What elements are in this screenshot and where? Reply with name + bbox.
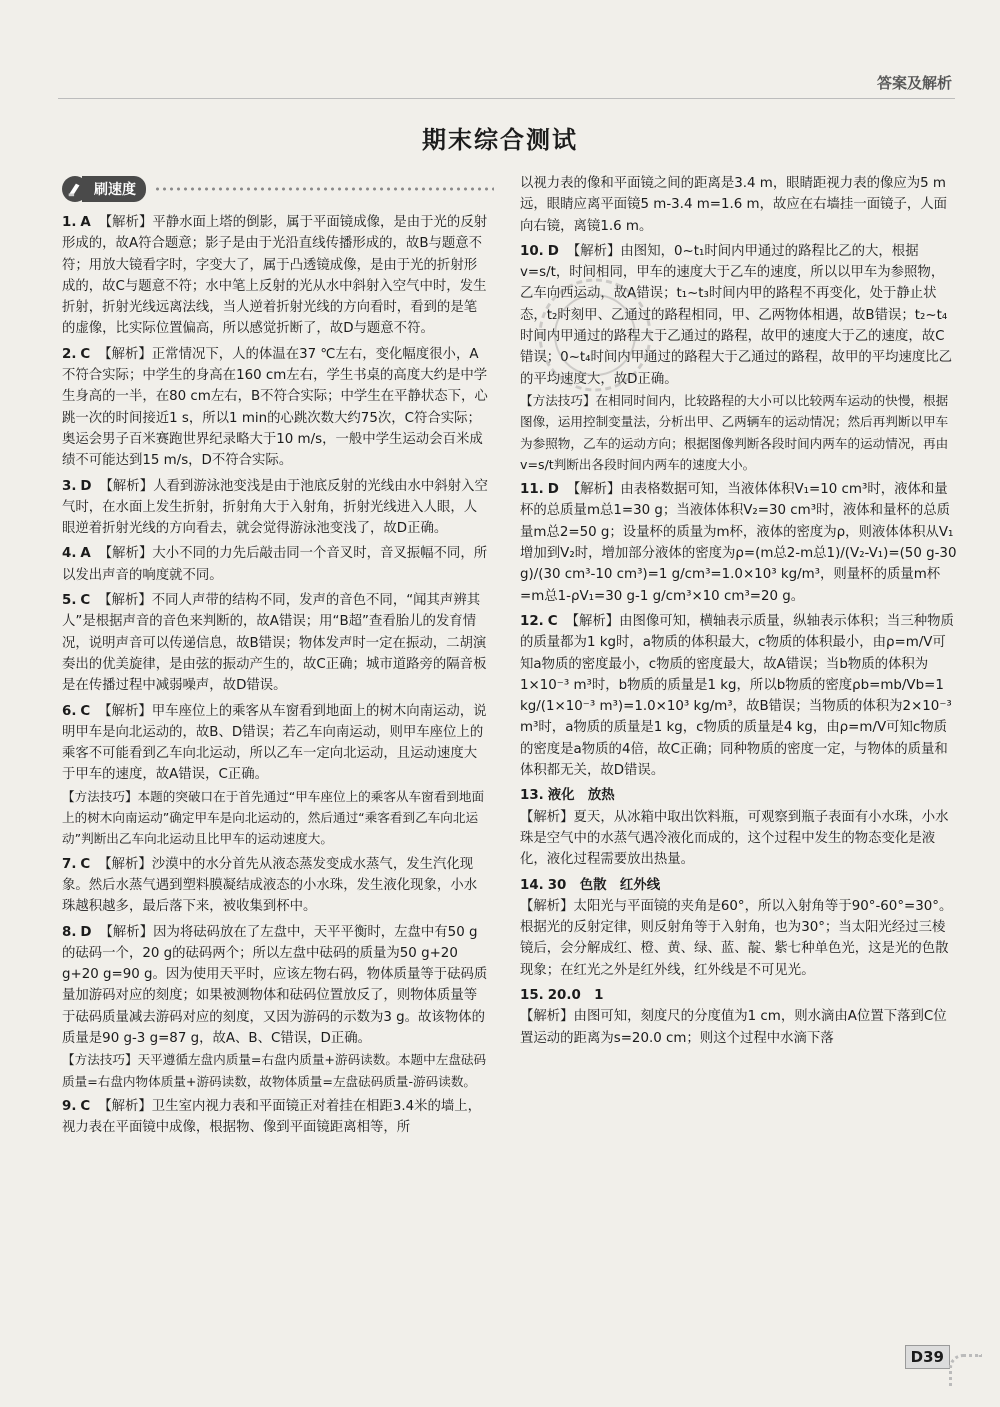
item-answer: D — [80, 924, 92, 940]
answer-item — [520, 173, 957, 237]
method-tip: 【方法技巧】在相同时间内，比较路程的大小可以比较两车运动的快慢，根据图像，运用控制变量法，分析出甲、乙两辆车的运动情况；然后再判断以甲车为参照物，乙车的运动方向；根据图像判断各段时间内两车的运动情况，再由v=s/t判断出各段时间内两车的速度大小。 — [520, 392, 949, 472]
method-tip: 【方法技巧】本题的突破口在于首先通过“甲车座位上的乘客从车窗看到地面上的树木向南运动”确定甲车是向北运动的，然后通过“乘客看到乙车向北运动”判断出乙车向北运动且比甲车的运动速度大。 — [62, 788, 485, 847]
item-number: 9. — [62, 1098, 77, 1114]
item-answer: 30 色散 红外线 — [547, 877, 661, 893]
item-answer: D — [547, 482, 559, 498]
answer-item — [62, 701, 490, 850]
item-answer: C — [547, 613, 558, 629]
item-number: 5. — [62, 593, 77, 609]
answer-item — [62, 344, 490, 472]
item-answer: C — [80, 1098, 91, 1114]
item-number: 6. — [62, 703, 77, 719]
item-answer: C — [80, 593, 91, 609]
header-divider — [58, 98, 955, 99]
item-number: 2. — [62, 346, 77, 362]
section-tag — [62, 174, 494, 204]
item-explanation: 【解析】沙漠中的水分首先从液态蒸发变成水蒸气，发生汽化现象。然后水蒸气遇到塑料膜凝结成液态的小水珠，发生液化现象，小水珠越积越多，最后落下来，被收集到杯中。 — [62, 856, 478, 915]
answer-item — [62, 476, 490, 540]
answer-item — [62, 854, 490, 918]
item-explanation: 【解析】大小不同的力先后敲击同一个音叉时，音叉振幅不同，所以发出声音的响度就不同。 — [62, 546, 488, 583]
item-number: 3. — [62, 478, 77, 494]
item-explanation: 【解析】平静水面上塔的倒影，属于平面镜成像，是由于光的反射形成的，故A符合题意；影子是由于光沿直线传播形成的，故B与题意不符；用放大镜看字时，字变大了，属于凸透镜成像，是由于光的折射形成的，故C与题意不符；水中笔上反射的光从水中斜射入空气中时，发生折射，折射光线远离法线，当人逆着折射光线的方向看时，看到的是笔的虚像，比实际位置偏高，所以感觉折断了，故D与题意不符。 — [62, 215, 488, 337]
item-explanation: 【解析】由图知，0~t₁时间内甲通过的路程比乙的大，根据v=s/t，时间相同，甲车的速度大于乙车的速度，所以以甲车为参照物，乙车向西运动，故A错误；t₁~t₃时间内甲的路程不再变化，处于静止状态，t₂时刻甲、乙通过的路程相同，甲、乙两物体相遇，故B错误；t₂~t₄时间内甲通过的路程大于乙通过的路程，故甲的速度大于乙的速度，故C错误；0~t₄时间内甲通过的路程大于乙通过的路程，故甲的平均速度比乙的平均速度大，故D正确。 — [520, 243, 953, 387]
page-number: D39 — [905, 1345, 950, 1369]
item-number: 13. — [520, 788, 544, 804]
item-explanation: 以视力表的像和平面镜之间的距离是3.4 m，眼睛距视力表的像应为5 m远，眼睛应离平面镜5 m-3.4 m=1.6 m，故应在右墙挂一面镜子，人面向右镜，离镜1.6 m。 — [520, 176, 948, 234]
item-number: 10. — [520, 243, 544, 259]
answer-item — [520, 611, 957, 781]
item-explanation: 【解析】因为将砝码放在了左盘中，天平平衡时，左盘中有50 g的砝码一个，20 g的砝码两个；所以左盘中砝码的质量为50 g+20 g+20 g=90 g。因为使用天平时，应该左物右码，物体质量等于砝码质量加游码对应的刻度；如果被测物体和砝码位置放反了，则物体质量等于砝码质量减去游码对应的刻度，又因为游码的示数为3 g。故该物体的质量是90 g-3 g=87 g，故A、B、C错误，D正确。 — [62, 924, 488, 1046]
item-explanation: 【解析】卫生室内视力表和平面镜正对着挂在相距3.4米的墙上，视力表在平面镜中成像，根据物、像到平面镜距离相等，所 — [62, 1098, 482, 1136]
answer-item — [520, 985, 957, 1049]
section-tag-label: 刷速度 — [82, 176, 146, 202]
answer-item — [62, 590, 490, 696]
item-explanation: 【解析】正常情况下，人的体温在37 ℃左右，变化幅度很小，A不符合实际；中学生的身高在160 cm左右，学生书桌的高度大约是中学生身高的一半，在80 cm左右，B不符合实际；中学生在平静状态下，心跳一次的时间接近1 s，所以1 min的心跳次数大约75次，C符合实际；奥运会男子百米赛跑世界纪录略大于10 m/s，一般中学生运动会百米成绩不可能达到15 m/s，D不符合实际。 — [62, 346, 488, 469]
item-explanation: 【解析】由图可知，刻度尺的分度值为1 cm，则水滴由A位置下落到C位置运动的距离为s=20.0 cm；则这个过程中水滴下落 — [520, 1009, 947, 1046]
item-number: 15. — [520, 987, 544, 1003]
item-answer: C — [80, 703, 91, 719]
answer-item — [62, 543, 490, 586]
item-explanation: 【解析】人看到游泳池变浅是由于池底反射的光线由水中斜射入空气时，在水面上发生折射，折射角大于入射角，折射光线进入人眼，人眼逆着折射光线的方向看去，就会觉得游泳池变浅了，故D正确。 — [62, 478, 488, 537]
method-tip: 【方法技巧】天平遵循左盘内质量=右盘内质量+游码读数。本题中左盘砝码质量=右盘内物体质量+游码读数，故物体质量=左盘砝码质量-游码读数。 — [62, 1052, 487, 1089]
answer-item — [62, 922, 490, 1092]
item-explanation: 【解析】由表格数据可知，当液体体积V₁=10 cm³时，液体和量杯的总质量m总1=30 g；当液体体积V₂=30 cm³时，液体和量杯的总质量m总2=50 g；设量杯的质量为m杯，液体的密度为ρ，则液体体积从V₁增加到V₂时，增加部分液体的密度为ρ=(m总2-m总1)/(V₂-V₁)=(50 g-30 g)/(30 cm³-10 cm³)=1 g/cm³=1.0×10³ kg/m³，则量杯的质量m杯=m总1-ρV₁=30 g-1 g/cm³×10 cm³=20 g。 — [520, 482, 957, 604]
watermark-stamp — [530, 270, 660, 400]
left-column — [62, 212, 490, 1142]
item-number: 1. — [62, 215, 77, 230]
corner-decoration — [949, 1354, 982, 1387]
item-answer: A — [80, 215, 91, 230]
header-label: 答案及解析 — [876, 74, 952, 92]
page-title: 期末综合测试 — [422, 126, 578, 154]
dotted-divider — [154, 187, 494, 191]
item-number: 11. — [520, 482, 544, 498]
item-explanation: 【解析】太阳光与平面镜的夹角是60°，所以入射角等于90°-60°=30°。根据光的反射定律，则反射角等于入射角，也为30°；当太阳光经过三棱镜后，会分解成红、橙、黄、绿、蓝、靛、紫七种单色光，这是光的色散现象；在红光之外是红外线，红外线是不可见光。 — [520, 898, 953, 978]
item-number: 7. — [62, 856, 77, 872]
answer-item — [520, 875, 957, 981]
item-number: 8. — [62, 924, 77, 940]
item-answer: 20.0 1 — [547, 987, 604, 1003]
item-number: 14. — [520, 877, 544, 893]
item-answer: 液化 放热 — [547, 788, 615, 804]
item-answer: A — [80, 546, 91, 562]
item-answer: D — [547, 243, 559, 259]
item-answer: D — [80, 478, 92, 494]
item-number: 4. — [62, 546, 77, 562]
item-answer: C — [80, 346, 91, 362]
item-explanation: 【解析】夏天，从冰箱中取出饮料瓶，可观察到瓶子表面有小水珠，小水珠是空气中的水蒸气遇冷液化而成的，这个过程中发生的物态变化是液化，液化过程需要放出热量。 — [520, 809, 949, 868]
item-explanation: 【解析】甲车座位上的乘客从车窗看到地面上的树木向南运动，说明甲车是向北运动的，故B、D错误；若乙车向南运动，则甲车座位上的乘客不可能看到乙车向北运动，所以乙车一定向北运动，且运动速度大于甲车的速度，故A错误，C正确。 — [62, 703, 487, 783]
item-number: 12. — [520, 613, 544, 629]
item-explanation: 【解析】不同人声带的结构不同，发声的音色不同，“闻其声辨其人”是根据声音的音色来判断的，故A错误；用“B超”查看胎儿的发育情况，说明声音可以传递信息，故B错误；物体发声时一定在振动，二胡演奏出的优美旋律，是由弦的振动产生的，故C正确；城市道路旁的隔音板是在传播过程中减弱噪声，故D错误。 — [62, 593, 487, 694]
answer-item — [520, 785, 957, 870]
answer-item — [520, 479, 957, 607]
item-answer: C — [80, 856, 91, 872]
item-explanation: 【解析】由图像可知，横轴表示质量，纵轴表示体积；当三种物质的质量都为1 kg时，a物质的体积最大，c物质的体积最小，由ρ=m/V可知a物质的密度最小，c物质的密度最大，故A错误；当b物质的体积为1×10⁻³ m³时，b物质的质量是1 kg，所以b物质的密度ρb=mb/Vb=1 kg/(1×10⁻³ m³)=1.0×10³ kg/m³，故B错误；当物质的体积为2×10⁻³ m³时，a物质的质量是1 kg，c物质的质量是4 kg，由ρ=m/V可知c物质的密度是a物质的4倍，故C正确；同种物质的密度一定，与物体的质量和体积都无关，故D错误。 — [520, 613, 954, 779]
answer-item — [62, 1096, 490, 1139]
answer-item — [62, 212, 490, 340]
